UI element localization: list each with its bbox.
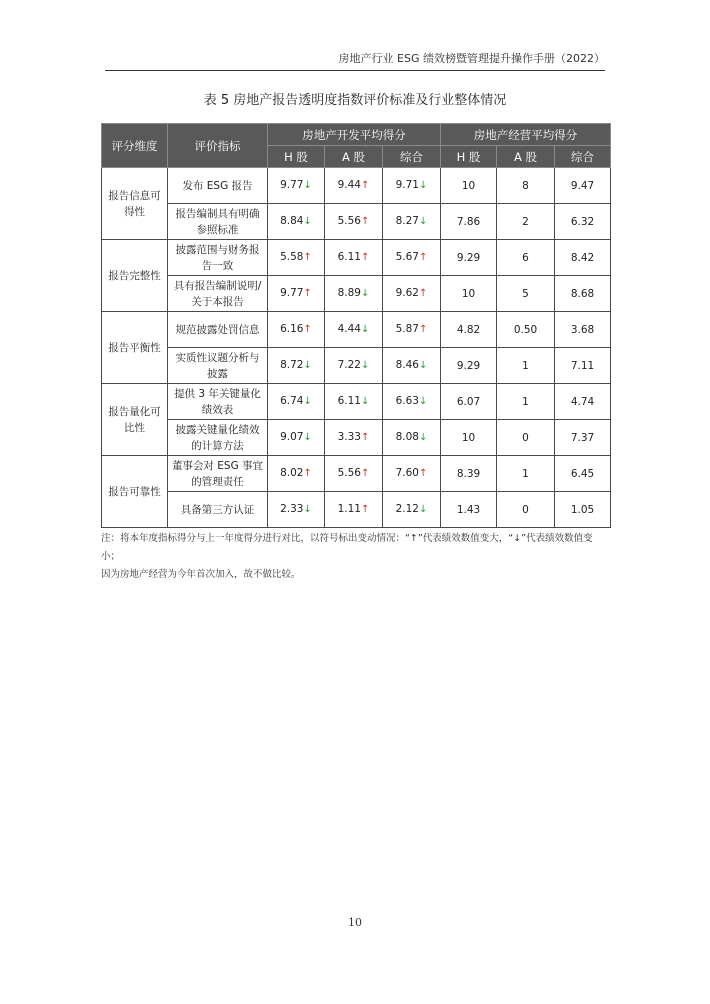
indicator-cell: 发布 ESG 报告 [168, 168, 268, 204]
score-value: 8.08 [395, 431, 419, 443]
dev-score-cell [383, 348, 441, 384]
score-value: 9.44 [337, 179, 361, 191]
header-group-dev: 房地产开发平均得分 [268, 124, 441, 146]
score-value: 9.07 [280, 431, 304, 443]
header-ops-a: A 股 [497, 146, 555, 168]
score-value: 8.46 [395, 359, 419, 371]
arrow-down-icon: ↓ [419, 396, 428, 407]
arrow-down-icon: ↓ [303, 180, 312, 191]
ops-score-cell: 0 [497, 420, 555, 456]
score-value: 5.87 [395, 323, 419, 335]
ops-score-cell: 1 [497, 456, 555, 492]
dev-score-cell [268, 312, 325, 348]
ops-score-cell: 10 [441, 276, 497, 312]
dev-score-cell [383, 240, 441, 276]
ops-score-cell: 9.47 [555, 168, 611, 204]
arrow-up-icon: ↑ [419, 468, 428, 479]
indicator-cell: 具备第三方认证 [168, 492, 268, 528]
running-header: 房地产行业 ESG 绩效榜暨管理提升操作手册（2022） [338, 52, 605, 65]
dimension-cell: 报告平衡性 [102, 312, 168, 384]
score-value: 7.60 [395, 467, 419, 479]
score-value: 9.71 [395, 179, 419, 191]
ops-score-cell: 9.29 [441, 348, 497, 384]
score-value: 5.67 [395, 251, 419, 263]
dev-score-cell [325, 276, 383, 312]
dimension-cell: 报告信息可得性 [102, 168, 168, 240]
ops-score-cell: 6 [497, 240, 555, 276]
score-value: 5.58 [280, 251, 304, 263]
dev-score-cell [268, 276, 325, 312]
dev-score-cell [325, 240, 383, 276]
dev-score-cell [268, 168, 325, 204]
indicator-cell: 董事会对 ESG 事宜的管理责任 [168, 456, 268, 492]
table-row [102, 384, 611, 420]
arrow-down-icon: ↓ [361, 324, 370, 335]
score-value: 8.84 [280, 215, 304, 227]
arrow-up-icon: ↑ [361, 468, 370, 479]
header-group-ops: 房地产经营平均得分 [441, 124, 611, 146]
dev-score-cell [325, 384, 383, 420]
table-row [102, 240, 611, 276]
table-row [102, 204, 611, 240]
page-number: 10 [348, 916, 362, 929]
arrow-up-icon: ↑ [303, 252, 312, 263]
header-ops-h: H 股 [441, 146, 497, 168]
score-value: 4.44 [337, 323, 361, 335]
indicator-cell: 实质性议题分析与披露 [168, 348, 268, 384]
ops-score-cell: 0 [497, 492, 555, 528]
ops-score-cell: 7.37 [555, 420, 611, 456]
ops-score-cell: 6.32 [555, 204, 611, 240]
dev-score-cell [383, 276, 441, 312]
dev-score-cell [268, 348, 325, 384]
ops-score-cell: 6.07 [441, 384, 497, 420]
arrow-up-icon: ↑ [361, 504, 370, 515]
arrow-down-icon: ↓ [419, 432, 428, 443]
arrow-up-icon: ↑ [361, 216, 370, 227]
dev-score-cell [383, 456, 441, 492]
ops-score-cell: 1.05 [555, 492, 611, 528]
arrow-up-icon: ↑ [361, 252, 370, 263]
ops-score-cell: 1.43 [441, 492, 497, 528]
dev-score-cell [325, 348, 383, 384]
ops-score-cell: 9.29 [441, 240, 497, 276]
table-row [102, 276, 611, 312]
dev-score-cell [383, 420, 441, 456]
arrow-down-icon: ↓ [419, 504, 428, 515]
table-note [101, 530, 610, 584]
dev-score-cell [325, 456, 383, 492]
dev-score-cell [325, 204, 383, 240]
table-row [102, 348, 611, 384]
arrow-up-icon: ↑ [303, 324, 312, 335]
score-value: 8.72 [280, 359, 304, 371]
dimension-cell: 报告可靠性 [102, 456, 168, 528]
indicator-cell: 披露范围与财务报告一致 [168, 240, 268, 276]
score-value: 2.33 [280, 503, 304, 515]
header-dev-a: A 股 [325, 146, 383, 168]
indicator-cell: 具有报告编制说明/关于本报告 [168, 276, 268, 312]
score-value: 2.12 [395, 503, 419, 515]
indicator-cell: 披露关键量化绩效的计算方法 [168, 420, 268, 456]
ops-score-cell: 2 [497, 204, 555, 240]
ops-score-cell: 0.50 [497, 312, 555, 348]
header-indicator: 评价指标 [168, 124, 268, 168]
header-rule [105, 70, 605, 71]
score-value: 5.56 [337, 467, 361, 479]
indicator-cell: 规范披露处罚信息 [168, 312, 268, 348]
ops-score-cell: 5 [497, 276, 555, 312]
arrow-up-icon: ↑ [303, 288, 312, 299]
ops-score-cell: 7.86 [441, 204, 497, 240]
arrow-up-icon: ↑ [361, 180, 370, 191]
dimension-cell: 报告量化可比性 [102, 384, 168, 456]
dev-score-cell [325, 168, 383, 204]
ops-score-cell: 4.74 [555, 384, 611, 420]
table-row [102, 420, 611, 456]
dev-score-cell [325, 312, 383, 348]
dev-score-cell [268, 204, 325, 240]
ops-score-cell: 1 [497, 348, 555, 384]
arrow-down-icon: ↓ [303, 396, 312, 407]
score-value: 6.16 [280, 323, 304, 335]
arrow-up-icon: ↑ [419, 252, 428, 263]
score-value: 3.33 [337, 431, 361, 443]
indicator-cell: 提供 3 年关键量化绩效表 [168, 384, 268, 420]
table-body [102, 168, 611, 528]
dev-score-cell [383, 312, 441, 348]
table-row [102, 168, 611, 204]
score-value: 9.62 [395, 287, 419, 299]
arrow-down-icon: ↓ [419, 360, 428, 371]
arrow-down-icon: ↓ [303, 504, 312, 515]
ops-score-cell: 8.68 [555, 276, 611, 312]
score-table [101, 123, 611, 528]
score-value: 9.77 [280, 287, 304, 299]
dev-score-cell [383, 492, 441, 528]
arrow-down-icon: ↓ [303, 216, 312, 227]
ops-score-cell: 1 [497, 384, 555, 420]
score-value: 6.63 [395, 395, 419, 407]
header-dev-h: H 股 [268, 146, 325, 168]
header-dev-total: 综合 [383, 146, 441, 168]
ops-score-cell: 8 [497, 168, 555, 204]
header-dimension: 评分维度 [102, 124, 168, 168]
dev-score-cell [268, 420, 325, 456]
note-line-2: 因为房地产经营为今年首次加入，故不做比较。 [101, 569, 301, 580]
ops-score-cell: 4.82 [441, 312, 497, 348]
score-value: 5.56 [337, 215, 361, 227]
score-value: 8.89 [337, 287, 361, 299]
arrow-down-icon: ↓ [361, 396, 370, 407]
arrow-down-icon: ↓ [303, 432, 312, 443]
table-row [102, 312, 611, 348]
score-value: 8.27 [395, 215, 419, 227]
arrow-down-icon: ↓ [361, 288, 370, 299]
ops-score-cell: 3.68 [555, 312, 611, 348]
arrow-down-icon: ↓ [419, 180, 428, 191]
score-value: 6.11 [337, 251, 361, 263]
dev-score-cell [268, 456, 325, 492]
score-value: 6.74 [280, 395, 304, 407]
arrow-up-icon: ↑ [303, 468, 312, 479]
ops-score-cell: 6.45 [555, 456, 611, 492]
arrow-down-icon: ↓ [361, 360, 370, 371]
header-row-1 [102, 124, 611, 146]
dev-score-cell [268, 492, 325, 528]
note-line-1: 注：将本年度指标得分与上一年度得分进行对比，以符号标出变动情况：“↑”代表绩效数值变大，“↓”代表绩效数值变小； [101, 533, 593, 562]
score-value: 9.77 [280, 179, 304, 191]
dev-score-cell [325, 420, 383, 456]
table-title: 表 5 房地产报告透明度指数评价标准及行业整体情况 [203, 93, 507, 108]
table-row [102, 456, 611, 492]
arrow-down-icon: ↓ [303, 360, 312, 371]
score-value: 7.22 [337, 359, 361, 371]
dev-score-cell [383, 204, 441, 240]
ops-score-cell: 10 [441, 168, 497, 204]
score-value: 8.02 [280, 467, 304, 479]
indicator-cell: 报告编制具有明确参照标准 [168, 204, 268, 240]
ops-score-cell: 7.11 [555, 348, 611, 384]
score-value: 1.11 [337, 503, 361, 515]
table-row [102, 492, 611, 528]
dev-score-cell [383, 384, 441, 420]
ops-score-cell: 8.39 [441, 456, 497, 492]
arrow-down-icon: ↓ [419, 216, 428, 227]
dev-score-cell [383, 168, 441, 204]
dev-score-cell [268, 240, 325, 276]
dimension-cell: 报告完整性 [102, 240, 168, 312]
dev-score-cell [325, 492, 383, 528]
header-ops-total: 综合 [555, 146, 611, 168]
dev-score-cell [268, 384, 325, 420]
arrow-up-icon: ↑ [419, 288, 428, 299]
arrow-up-icon: ↑ [361, 432, 370, 443]
ops-score-cell: 10 [441, 420, 497, 456]
score-value: 6.11 [337, 395, 361, 407]
arrow-up-icon: ↑ [419, 324, 428, 335]
ops-score-cell: 8.42 [555, 240, 611, 276]
